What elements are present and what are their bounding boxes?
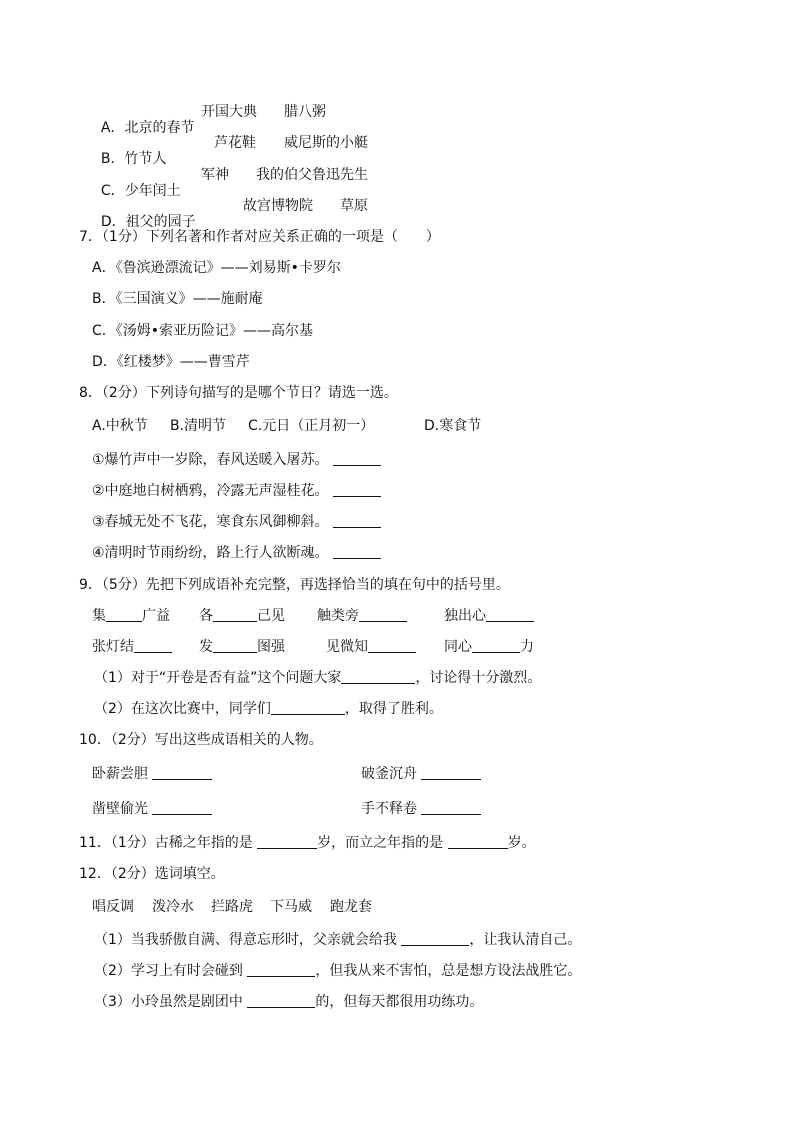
q6-option-d-2: 故宫博物院 xyxy=(243,198,313,214)
q11-text: 11．（1分）古稀之年指的是 xyxy=(79,835,253,851)
q9-idiom-3 xyxy=(317,605,407,625)
q12-sentence-1 xyxy=(94,929,581,949)
option-text: 竹节人 xyxy=(124,151,167,167)
q9-idiom-7 xyxy=(326,636,416,656)
q11-text: 岁，而立之年指的是 xyxy=(317,835,444,851)
idiom-blank[interactable] xyxy=(368,638,416,653)
answer-blank[interactable] xyxy=(257,834,317,849)
q8-item-1 xyxy=(92,449,381,469)
idiom-text: 破釜沉舟 xyxy=(361,766,417,782)
item-text: ④清明时节雨纷纷，路上行人欲断魂。 xyxy=(92,545,329,561)
q6-option-a-2: 开国大典 xyxy=(201,104,257,120)
idiom-part: 力 xyxy=(520,639,534,655)
idiom-blank[interactable] xyxy=(134,638,172,653)
answer-blank[interactable] xyxy=(333,544,381,559)
q9-idiom-6 xyxy=(199,636,285,656)
sentence-text: （2）在这次比赛中，同学们 xyxy=(94,701,271,717)
q9-idiom-8 xyxy=(444,636,534,656)
idiom-part: 图强 xyxy=(257,639,285,655)
q9-idiom-4 xyxy=(444,605,534,625)
q6-option-c-2: 军神 xyxy=(201,167,229,183)
q12-sentence-3 xyxy=(94,991,483,1011)
idiom-part: 各 xyxy=(199,608,213,624)
item-text: ②中庭地白树栖鸦，冷露无声湿桂花。 xyxy=(92,483,329,499)
idiom-part: 同心 xyxy=(444,639,472,655)
idiom-blank[interactable] xyxy=(359,607,407,622)
answer-blank[interactable] xyxy=(333,451,381,466)
answer-blank[interactable] xyxy=(448,834,508,849)
q9-sentence-1 xyxy=(94,667,541,687)
q11-text: 岁。 xyxy=(507,835,536,851)
sentence-text: （1）当我骄傲自满、得意忘形时，父亲就会给我 xyxy=(94,932,397,948)
q8-item-3 xyxy=(92,511,381,531)
sentence-text: ，取得了胜利。 xyxy=(344,701,443,717)
idiom-part: 广益 xyxy=(142,608,170,624)
q8-choice-d: D.寒食节 xyxy=(424,418,482,434)
idiom-blank[interactable] xyxy=(486,607,534,622)
item-text: ①爆竹声中一岁除，春风送暖入屠苏。 xyxy=(92,452,329,468)
q7-stem: 7．（1分）下列名著和作者对应关系正确的一项是（ ） xyxy=(79,229,440,245)
idiom-blank[interactable] xyxy=(106,607,142,622)
answer-blank[interactable] xyxy=(271,700,345,715)
q12-word-5: 跑龙套 xyxy=(330,899,372,915)
option-text: 北京的春节 xyxy=(124,120,195,136)
q9-idiom-5 xyxy=(92,636,172,656)
q6-option-b xyxy=(92,132,167,168)
sentence-text: ，让我认清自己。 xyxy=(469,932,582,948)
option-prefix: C． xyxy=(100,183,125,199)
q6-option-b-2: 芦花鞋 xyxy=(214,135,256,151)
sentence-text: ，但我从来不害怕，总是想方设法战胜它。 xyxy=(315,963,582,979)
answer-blank[interactable] xyxy=(152,765,212,780)
idiom-text: 手不释卷 xyxy=(361,801,417,817)
q7-option-d: D．《红楼梦》——曹雪芹 xyxy=(92,354,250,370)
q10-stem: 10．（2分）写出这些成语相关的人物。 xyxy=(79,732,323,748)
q12-stem: 12．（2分）选词填空。 xyxy=(79,866,225,882)
answer-blank[interactable] xyxy=(333,482,381,497)
idiom-part: 独出心 xyxy=(444,608,486,624)
q10-item-1 xyxy=(92,763,212,783)
sentence-text: 的，但每天都很用功练功。 xyxy=(315,994,484,1010)
sentence-text: ，讨论得十分激烈。 xyxy=(415,670,542,686)
idiom-blank[interactable] xyxy=(213,607,257,622)
q10-item-3 xyxy=(92,798,212,818)
answer-blank[interactable] xyxy=(247,962,315,977)
idiom-part: 己见 xyxy=(257,608,285,624)
q8-choice-c: C.元日（正月初一） xyxy=(248,418,375,434)
idiom-blank[interactable] xyxy=(472,638,520,653)
q12-word-3: 拦路虎 xyxy=(211,899,253,915)
q7-option-c: C．《汤姆•索亚历险记》——高尔基 xyxy=(92,323,314,339)
answer-blank[interactable] xyxy=(401,931,469,946)
option-text: 少年闰土 xyxy=(124,183,181,199)
option-prefix: A． xyxy=(100,120,125,136)
q10-item-2 xyxy=(361,763,481,783)
q12-word-2: 泼冷水 xyxy=(152,899,194,915)
q7-option-a: A．《鲁滨逊漂流记》——刘易斯•卡罗尔 xyxy=(92,260,341,276)
idiom-text: 凿壁偷光 xyxy=(92,801,148,817)
answer-blank[interactable] xyxy=(333,513,381,528)
q9-stem: 9．（5分）先把下列成语补充完整，再选择恰当的填在句中的括号里。 xyxy=(79,577,510,593)
answer-blank[interactable] xyxy=(247,993,315,1008)
q12-word-4: 下马威 xyxy=(270,899,312,915)
option-prefix: D． xyxy=(100,214,126,230)
idiom-blank[interactable] xyxy=(213,638,257,653)
q8-stem: 8．（2分）下列诗句描写的是哪个节日？请选一选。 xyxy=(79,385,398,401)
answer-blank[interactable] xyxy=(421,765,481,780)
sentence-text: （2）学习上有时会碰到 xyxy=(94,963,243,979)
option-prefix: B． xyxy=(100,151,125,167)
item-text: ③春城无处不飞花，寒食东风御柳斜。 xyxy=(92,514,329,530)
q12-sentence-2 xyxy=(94,960,581,980)
idiom-text: 卧薪尝胆 xyxy=(92,766,148,782)
idiom-part: 张灯结 xyxy=(92,639,134,655)
q8-item-4 xyxy=(92,542,381,562)
sentence-text: （1）对于“开卷是否有益”这个问题大家 xyxy=(94,670,342,686)
q10-item-4 xyxy=(361,798,481,818)
q6-option-c-3: 我的伯父鲁迅先生 xyxy=(256,167,368,183)
answer-blank[interactable] xyxy=(152,800,212,815)
q8-choice-a: A.中秋节 xyxy=(92,418,148,434)
sentence-text: （3）小玲虽然是剧团中 xyxy=(94,994,243,1010)
q9-sentence-2 xyxy=(94,698,443,718)
idiom-part: 触类旁 xyxy=(317,608,359,624)
answer-blank[interactable] xyxy=(421,800,481,815)
q12-word-1: 唱反调 xyxy=(92,899,134,915)
q7-option-b: B．《三国演义》——施耐庵 xyxy=(92,291,263,307)
q6-option-a-3: 腊八粥 xyxy=(284,104,326,120)
idiom-part: 集 xyxy=(92,608,106,624)
q6-option-b-3: 威尼斯的小艇 xyxy=(284,135,368,151)
answer-blank[interactable] xyxy=(341,669,415,684)
q11 xyxy=(79,832,536,852)
q8-item-2 xyxy=(92,480,381,500)
option-text: 祖父的园子 xyxy=(125,214,196,230)
q9-idiom-1 xyxy=(92,605,170,625)
q9-idiom-2 xyxy=(199,605,285,625)
q6-option-d-3: 草原 xyxy=(340,198,368,214)
q8-choice-b: B.清明节 xyxy=(170,418,227,434)
idiom-part: 发 xyxy=(199,639,213,655)
idiom-part: 见微知 xyxy=(326,639,368,655)
